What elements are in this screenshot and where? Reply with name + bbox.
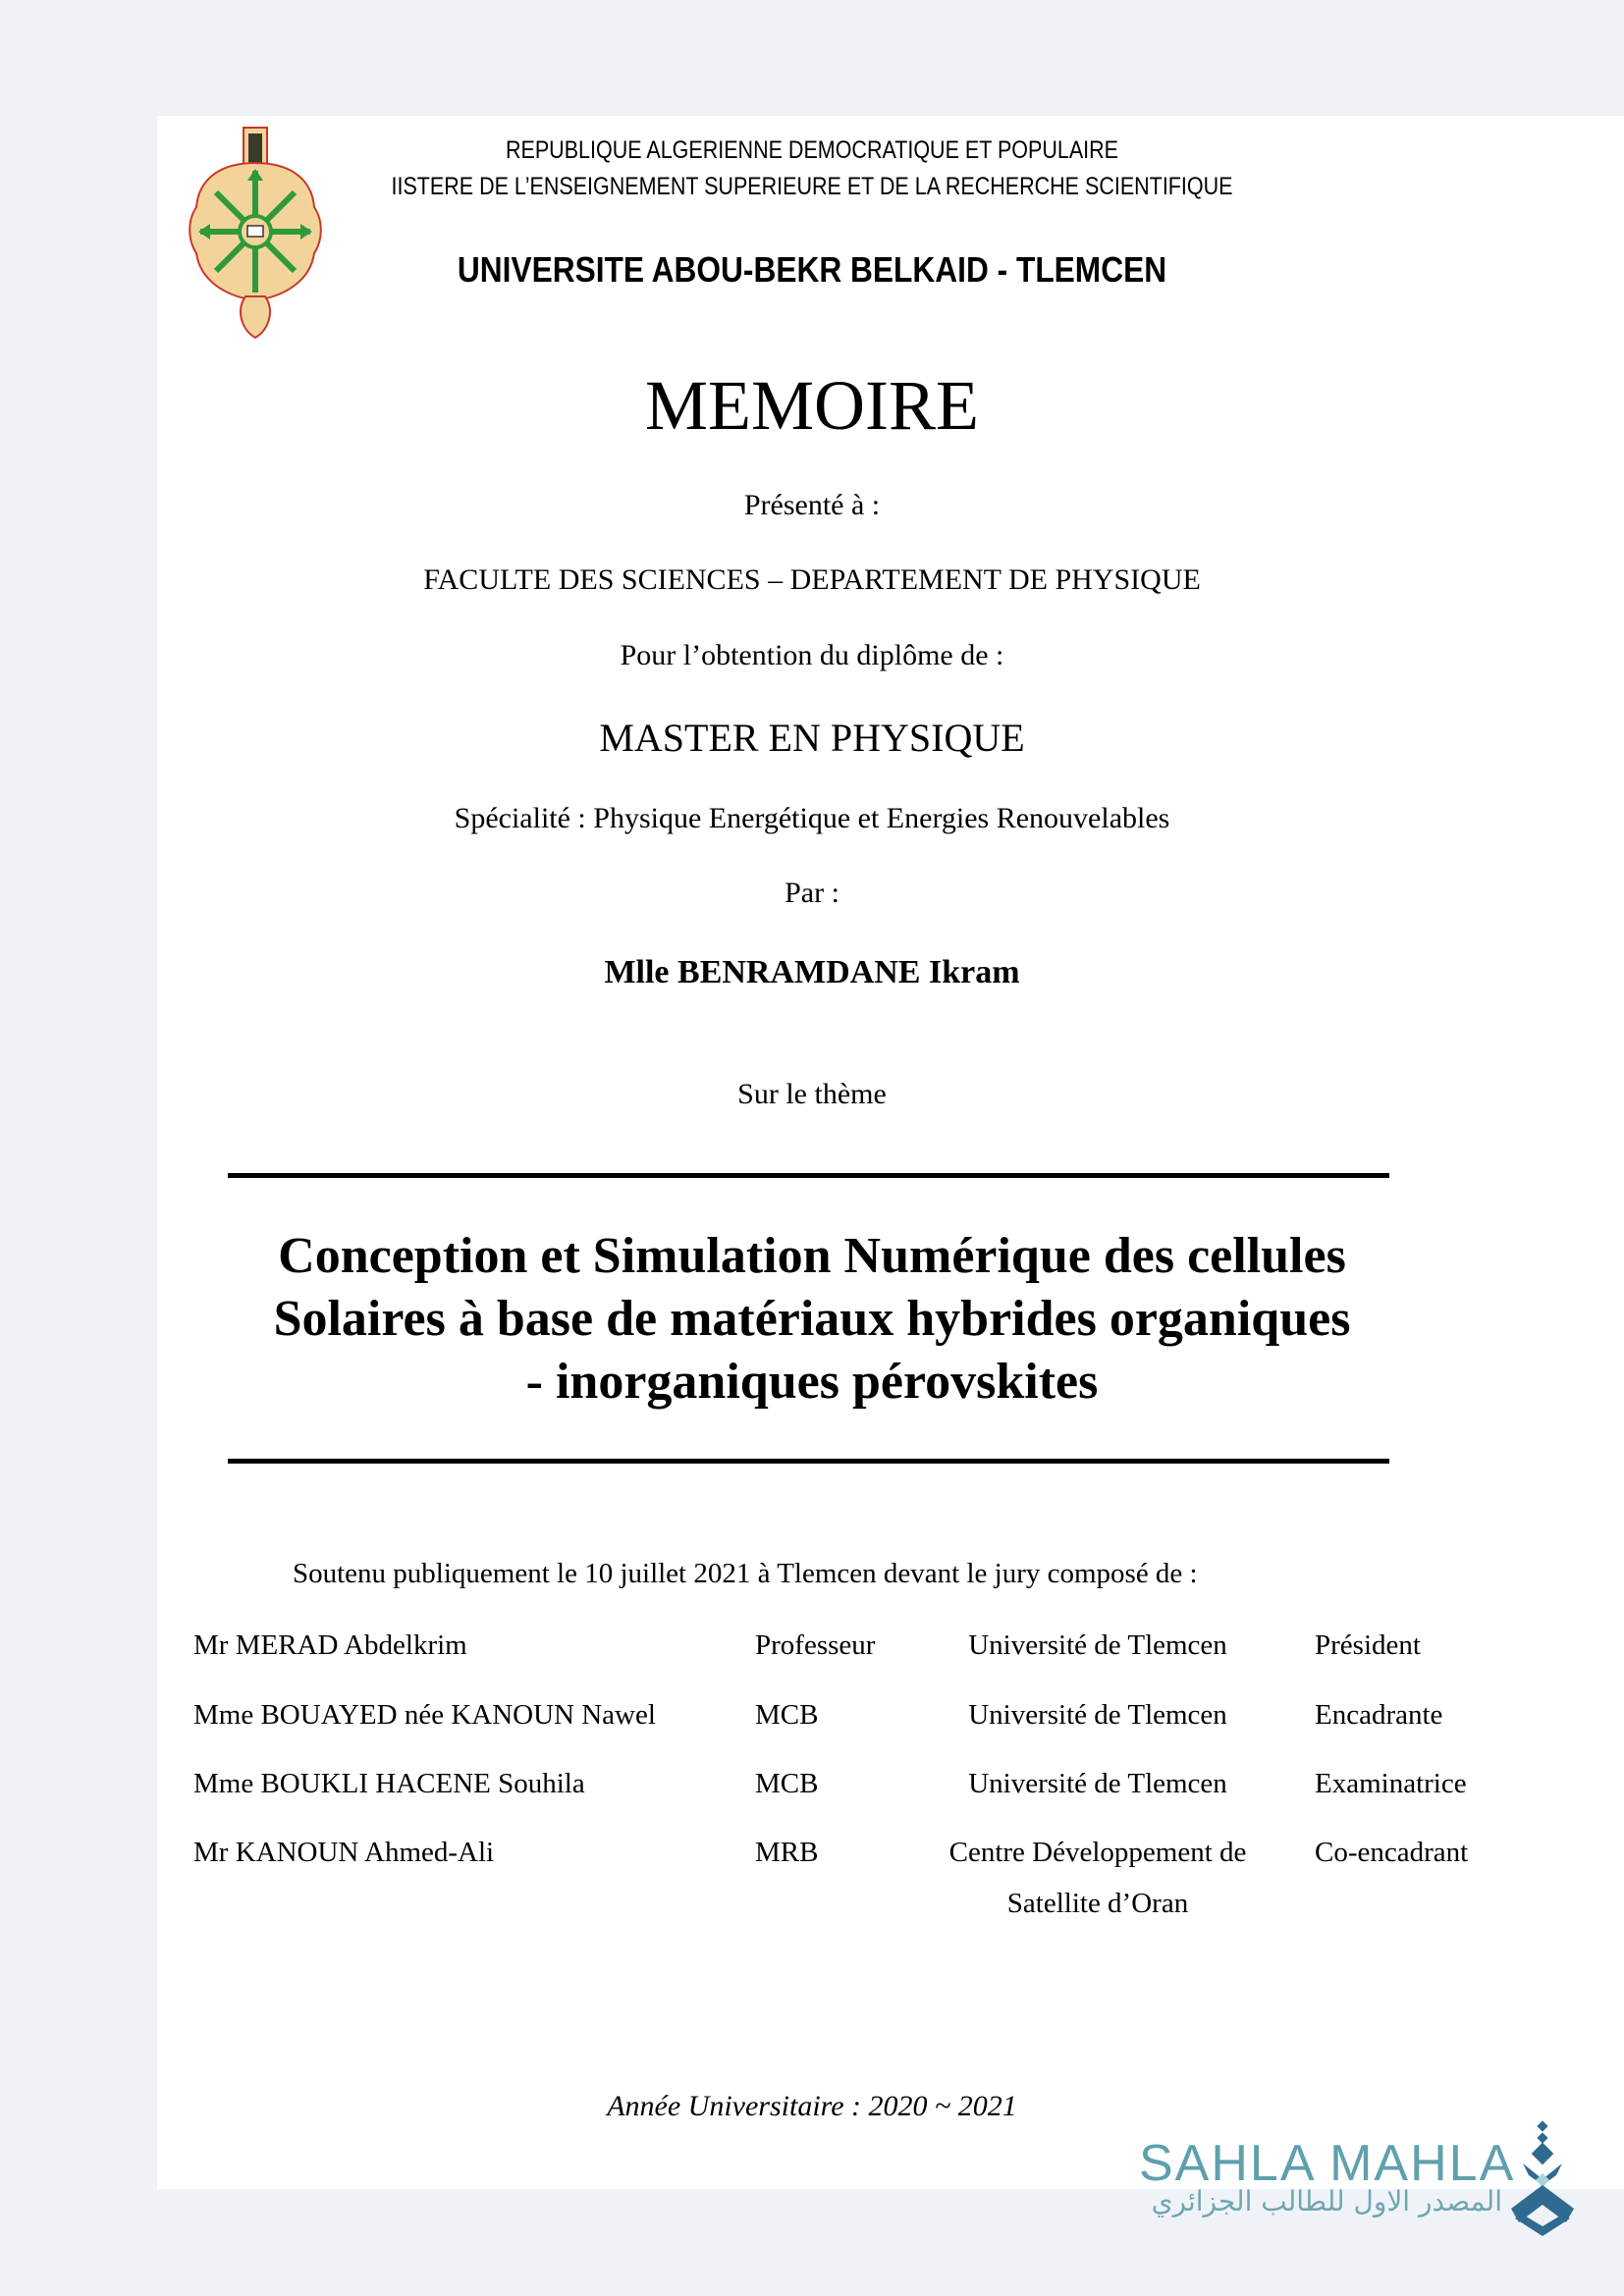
title-top-rule — [228, 1173, 1389, 1178]
jury-name: Mr MERAD Abdelkrim — [193, 1629, 467, 1661]
defense-statement: Soutenu publiquement le 10 juillet 2021 à Tlemcen devant le jury composé de : — [293, 1558, 1198, 1589]
header-ministry: IISTERE DE L’ENSEIGNEMENT SUPERIEURE ET DE LA RECHERCHE SCIENTIFIQUE — [391, 173, 1233, 200]
jury-institution: Université de Tlemcen — [968, 1699, 1227, 1731]
jury-grade: MRB — [755, 1837, 819, 1868]
watermark-emblem-icon — [1507, 2120, 1578, 2236]
presented-to-label: Présenté à : — [743, 489, 881, 521]
jury-institution-line2: Satellite d’Oran — [1006, 1888, 1189, 1919]
speciality: Spécialité : Physique Energétique et Energies Renouvelables — [454, 802, 1170, 834]
jury-role: Co-encadrant — [1315, 1837, 1469, 1868]
jury-role: Encadrante — [1315, 1699, 1443, 1731]
jury-name: Mme BOUKLI HACENE Souhila — [193, 1768, 585, 1799]
faculty: FACULTE DES SCIENCES – DEPARTEMENT DE PHYSIQUE — [423, 563, 1201, 596]
by-label: Par : — [785, 877, 839, 909]
jury-institution: Université de Tlemcen — [968, 1768, 1227, 1799]
thesis-title-line: Solaires à base de matériaux hybrides organiques — [273, 1291, 1351, 1347]
author-name: Mlle BENRAMDANE Ikram — [604, 954, 1020, 990]
jury-grade: MCB — [755, 1768, 819, 1799]
header-republic: REPUBLIQUE ALGERIENNE DEMOCRATIQUE ET POPULAIRE — [505, 136, 1119, 164]
jury-name: Mme BOUAYED née KANOUN Nawel — [193, 1699, 656, 1731]
jury-name: Mr KANOUN Ahmed-Ali — [193, 1837, 495, 1868]
thesis-title — [0, 1225, 1624, 1414]
thesis-title-line: Conception et Simulation Numérique des cellules — [278, 1228, 1346, 1284]
watermark-tagline: المصدر الاول للطالب الجزائري — [1151, 2185, 1502, 2217]
degree: MASTER EN PHYSIQUE — [599, 716, 1025, 760]
university-name: UNIVERSITE ABOU-BEKR BELKAID - TLEMCEN — [457, 249, 1167, 290]
document-type: MEMOIRE — [645, 366, 979, 445]
jury-institution: Centre Développement de — [948, 1837, 1247, 1868]
jury-role: Président — [1315, 1629, 1421, 1661]
academic-year: Année Universitaire : 2020 ~ 2021 — [607, 2090, 1017, 2122]
jury-role: Examinatrice — [1315, 1768, 1467, 1799]
degree-label: Pour l’obtention du diplôme de : — [620, 639, 1004, 671]
thesis-title-line: - inorganiques pérovskites — [525, 1354, 1099, 1410]
theme-label: Sur le thème — [737, 1078, 887, 1110]
jury-institution: Université de Tlemcen — [968, 1629, 1227, 1661]
jury-grade: Professeur — [755, 1629, 876, 1661]
watermark-brand: SAHLA MAHLA — [1139, 2135, 1516, 2192]
jury-grade: MCB — [755, 1699, 819, 1731]
title-bottom-rule — [228, 1459, 1389, 1464]
